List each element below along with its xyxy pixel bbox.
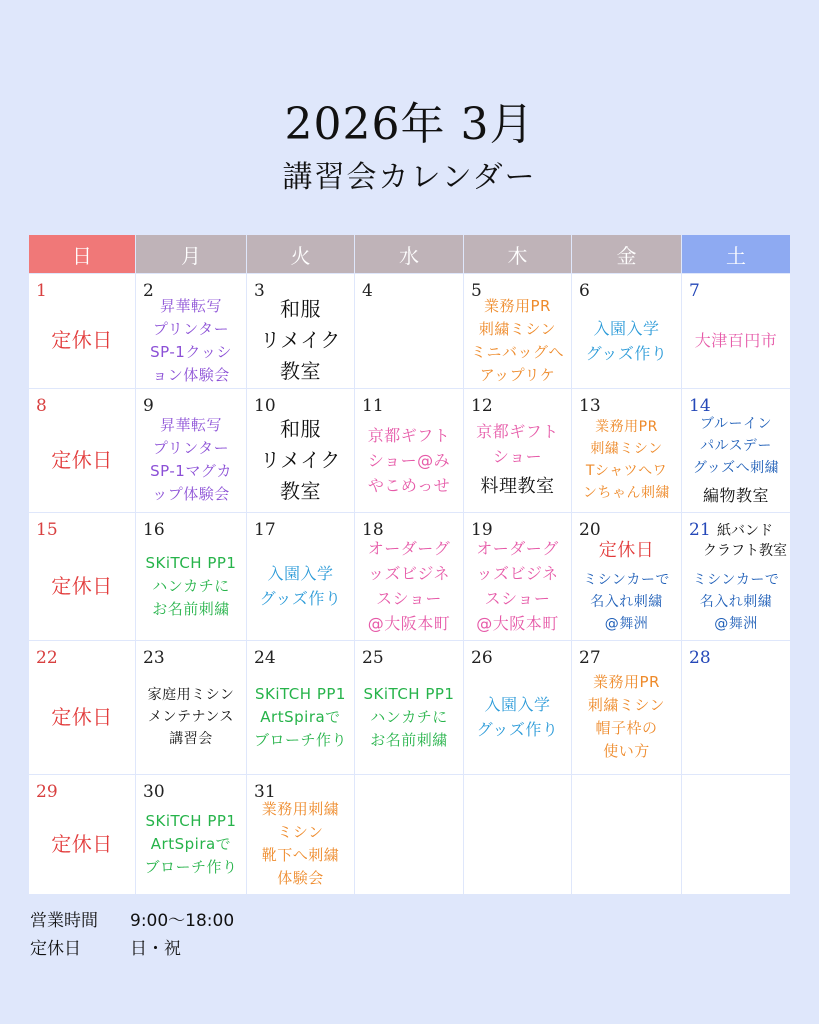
event-text: 業務用PR 刺繍ミシン ミニバッグへ アップリケ (470, 296, 564, 384)
day-cell[interactable] (247, 513, 354, 640)
event-text: 定休日 (51, 447, 113, 472)
day-number: 22 (36, 648, 58, 668)
day-cell[interactable] (572, 775, 681, 894)
day-cell[interactable] (682, 641, 790, 774)
event-text: 定休日 (51, 573, 113, 598)
event-text: 入園入学 グッズ作り (259, 564, 342, 608)
day-cell[interactable] (136, 513, 246, 640)
event-text: ミシンカーで 名入れ刺繍 @舞洲 (692, 572, 780, 632)
day-number: 3 (254, 281, 265, 301)
closed-days-label: 定休日 (30, 939, 81, 959)
event-text: 定休日 (51, 704, 113, 729)
day-cell[interactable] (464, 775, 571, 894)
day-number: 4 (362, 281, 373, 301)
day-cell[interactable] (572, 513, 681, 640)
day-number: 13 (579, 396, 601, 416)
event-text: 定休日 (51, 831, 113, 856)
day-events (464, 797, 571, 891)
event-text: 編物教室 (702, 485, 769, 505)
event-text: 定休日 (598, 540, 655, 561)
day-cell[interactable] (572, 389, 681, 512)
day-cell[interactable] (29, 641, 135, 774)
day-events (247, 296, 354, 385)
day-number: 26 (471, 648, 493, 668)
day-number: 25 (362, 648, 384, 668)
day-events (29, 663, 135, 771)
day-events (572, 535, 681, 637)
event-text: ブルーイン パルスデー グッズへ刺繍 (692, 415, 780, 476)
event-text: 和服 リメイク 教室 (260, 416, 341, 503)
day-cell[interactable] (682, 775, 790, 894)
day-cell[interactable] (572, 274, 681, 388)
weekday-header-0: 日 (29, 235, 135, 273)
day-number: 20 (579, 520, 601, 540)
event-text: SKiTCH PP1 ArtSpiraで ブローチ作り (144, 811, 238, 876)
weekday-header-1: 月 (136, 235, 246, 273)
calendar-month-title: 2026年 3月 (284, 99, 535, 150)
day-number: 7 (689, 281, 700, 301)
weekday-header-2: 火 (247, 235, 354, 273)
day-cell[interactable] (464, 389, 571, 512)
event-text: 業務用PR 刺繍ミシン 帽子枠の 使い方 (587, 673, 666, 760)
day-number: 16 (143, 520, 165, 540)
event-text: 昇華転写 プリンター SP-1クッシ ョン体験会 (150, 296, 232, 384)
day-events (355, 797, 463, 891)
day-events (464, 663, 571, 771)
business-hours-label: 営業時間 (30, 911, 98, 931)
day-events (572, 797, 681, 891)
day-events (247, 411, 354, 509)
day-events (355, 296, 463, 385)
day-events (682, 663, 790, 771)
event-text: 入園入学 グッズ作り (476, 695, 559, 739)
day-cell[interactable] (136, 775, 246, 894)
day-number: 8 (36, 396, 47, 416)
event-text: オーダーグ ッズビジネ スショー @大阪本町 (367, 539, 451, 633)
day-events (29, 797, 135, 891)
day-number: 6 (579, 281, 590, 301)
day-cell[interactable] (355, 775, 463, 894)
day-events (136, 535, 246, 637)
day-number: 10 (254, 396, 276, 416)
day-cell[interactable] (247, 775, 354, 894)
event-text: 大津百円市 (694, 331, 778, 350)
weekday-header-3: 水 (355, 235, 463, 273)
day-number: 27 (579, 648, 601, 668)
day-number: 28 (689, 648, 711, 668)
event-text: 昇華転写 プリンター SP-1マグカ ップ体験会 (150, 416, 232, 503)
day-note: 紙バンド クラフト教室 (703, 523, 787, 559)
day-cell[interactable] (682, 389, 790, 512)
day-events (247, 535, 354, 637)
event-text: 料理教室 (480, 476, 555, 497)
day-events (682, 569, 790, 637)
event-text: SKiTCH PP1 ハンカチに お名前刺繍 (363, 684, 455, 749)
day-number: 12 (471, 396, 493, 416)
day-events (355, 663, 463, 771)
event-text: 入園入学 グッズ作り (585, 318, 668, 363)
day-number: 2 (143, 281, 154, 301)
day-cell[interactable] (464, 513, 571, 640)
event-text: 和服 リメイク 教室 (260, 297, 341, 383)
day-number: 19 (471, 520, 493, 540)
day-cell[interactable] (29, 274, 135, 388)
day-events (29, 411, 135, 509)
day-number: 11 (362, 396, 384, 416)
day-events (682, 411, 790, 509)
day-number: 18 (362, 520, 384, 540)
event-text: 京都ギフト ショー@み やこめっせ (367, 425, 451, 495)
day-cell[interactable] (355, 389, 463, 512)
event-text: 定休日 (51, 328, 113, 352)
calendar-grid (29, 235, 790, 894)
weekday-header-6: 土 (682, 235, 790, 273)
day-events (464, 535, 571, 637)
event-text: オーダーグ ッズビジネ スショー @大阪本町 (476, 539, 559, 633)
event-text: ミシンカーで 名入れ刺繍 @舞洲 (583, 572, 670, 632)
day-number: 9 (143, 396, 154, 416)
day-number: 14 (689, 396, 711, 416)
day-events (355, 411, 463, 509)
closed-days-value: 日・祝 (130, 939, 181, 959)
day-number: 23 (143, 648, 165, 668)
day-cell[interactable] (136, 274, 246, 388)
event-text: 業務用PR 刺繍ミシン Tシャツへワ ンちゃん刺繍 (583, 419, 670, 501)
event-text: SKiTCH PP1 ハンカチに お名前刺繍 (145, 553, 237, 618)
day-number: 5 (471, 281, 482, 301)
day-events (136, 296, 246, 385)
event-text: 業務用刺繍 ミシン 靴下へ刺繍 体験会 (261, 800, 340, 887)
day-number: 15 (36, 520, 58, 540)
day-cell[interactable] (682, 274, 790, 388)
day-cell[interactable] (247, 389, 354, 512)
day-number: 1 (36, 281, 47, 301)
day-events (136, 663, 246, 771)
day-number: 29 (36, 782, 58, 802)
day-cell[interactable] (29, 775, 135, 894)
day-number: 31 (254, 782, 276, 802)
day-number: 21 (689, 520, 711, 540)
day-cell[interactable] (247, 274, 354, 388)
day-events (29, 535, 135, 637)
day-events (136, 411, 246, 509)
day-events (572, 663, 681, 771)
day-events (355, 535, 463, 637)
weekday-header-4: 木 (464, 235, 571, 273)
day-cell[interactable] (355, 513, 463, 640)
day-events (464, 296, 571, 385)
day-events (136, 797, 246, 891)
day-cell[interactable] (136, 389, 246, 512)
day-cell[interactable] (682, 513, 790, 640)
day-events (464, 411, 571, 509)
day-events (572, 296, 681, 385)
day-events (247, 797, 354, 891)
day-cell[interactable] (29, 389, 135, 512)
event-text: 家庭用ミシン メンテナンス 講習会 (147, 687, 235, 747)
day-number: 17 (254, 520, 276, 540)
day-events (682, 296, 790, 385)
day-events (29, 296, 135, 385)
day-cell[interactable] (355, 641, 463, 774)
day-number: 30 (143, 782, 165, 802)
weekday-header-5: 金 (572, 235, 681, 273)
day-cell[interactable] (464, 641, 571, 774)
day-events (247, 663, 354, 771)
day-cell[interactable] (136, 641, 246, 774)
day-cell[interactable] (247, 641, 354, 774)
day-cell[interactable] (29, 513, 135, 640)
day-events (682, 797, 790, 891)
day-cell[interactable] (355, 274, 463, 388)
business-hours-value: 9:00〜18:00 (130, 911, 235, 931)
day-number: 24 (254, 648, 276, 668)
day-cell[interactable] (572, 641, 681, 774)
calendar-subtitle: 講習会カレンダー (282, 160, 537, 195)
day-events (572, 411, 681, 509)
event-text: 京都ギフト ショー (476, 422, 559, 466)
event-text: SKiTCH PP1 ArtSpiraで ブローチ作り (253, 684, 347, 749)
business-hours (30, 906, 234, 931)
day-cell[interactable] (464, 274, 571, 388)
closed-days (30, 934, 181, 959)
